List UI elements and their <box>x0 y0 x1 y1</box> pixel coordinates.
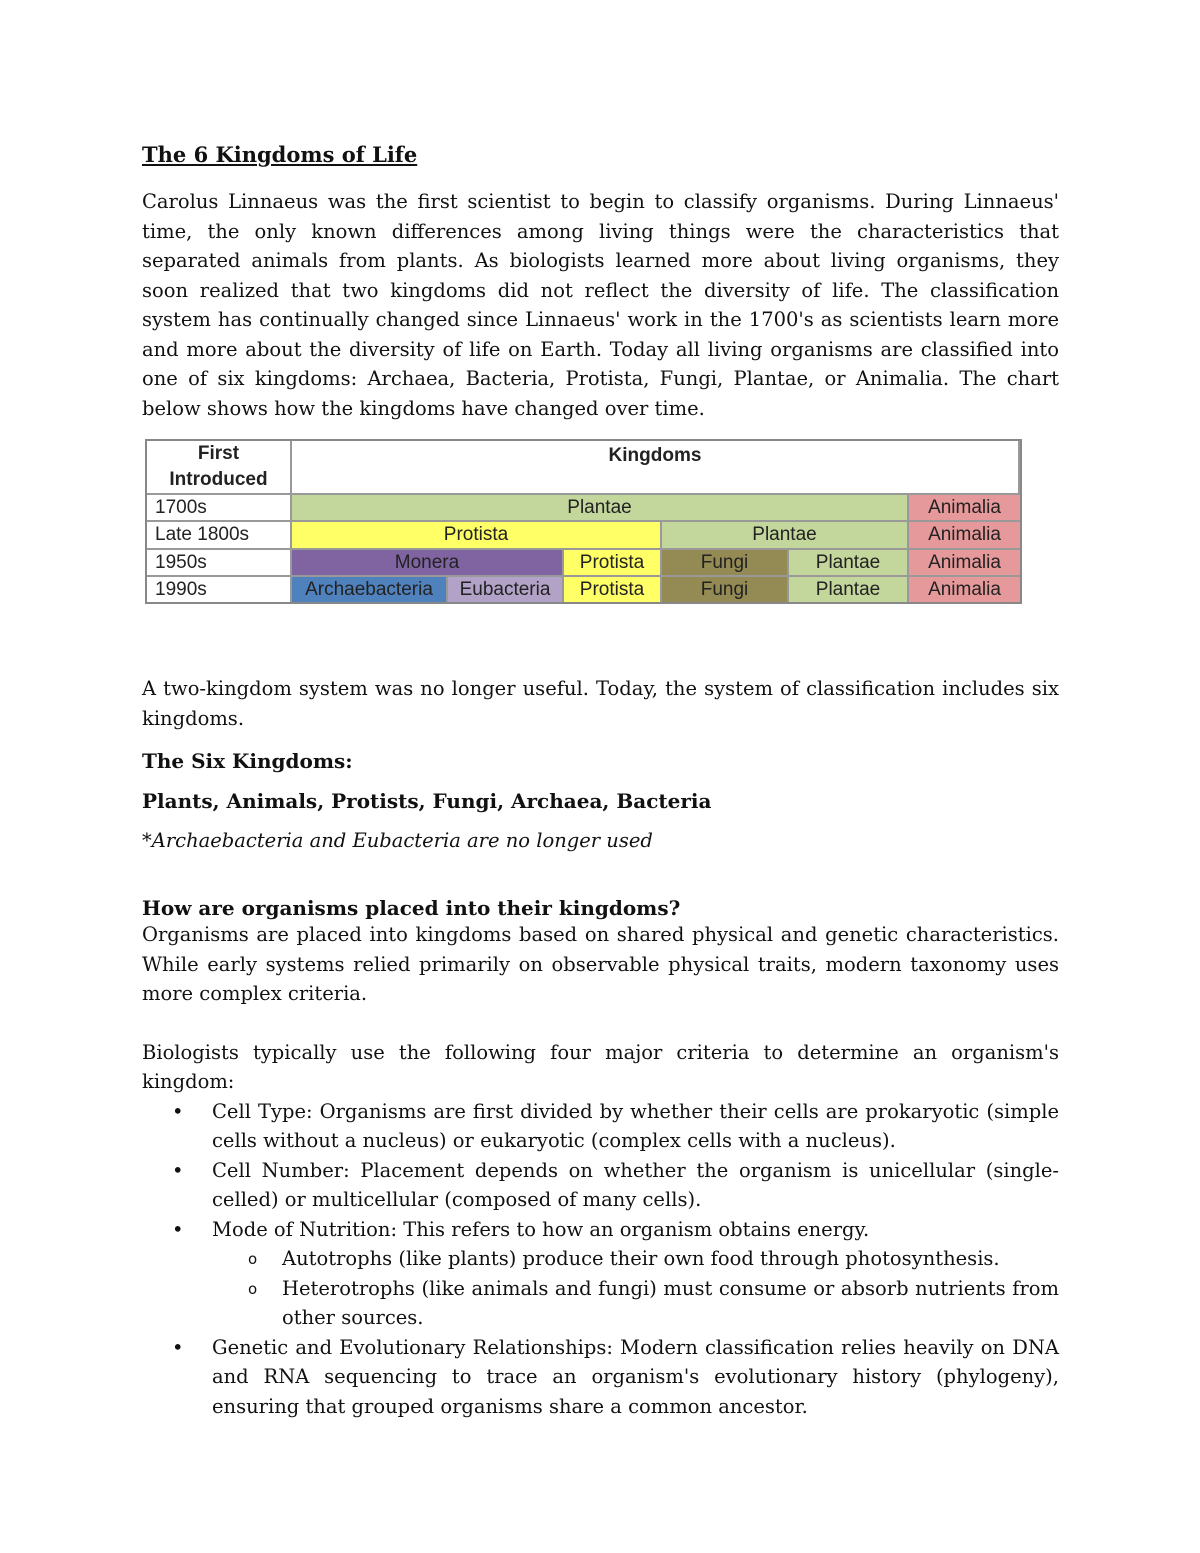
archaebacteria-note: *Archaebacteria and Eubacteria are no longer used <box>142 829 653 852</box>
row-1950s-animalia: Animalia <box>909 550 1020 577</box>
row-late1800s-protista: Protista <box>292 522 662 550</box>
header-first-line: First <box>197 443 240 464</box>
sub-list-item: o Autotrophs (like plants) produce their own food through photosynthesis. <box>212 1244 1059 1274</box>
bullet-glyph: • <box>172 1099 184 1123</box>
row-late1800s-plantae: Plantae <box>662 522 909 550</box>
sub-bullet-glyph: o <box>248 1279 258 1298</box>
header-kingdoms: Kingdoms <box>292 441 1020 495</box>
row-1950s-plantae: Plantae <box>789 550 909 577</box>
intro-paragraph: Carolus Linnaeus was the first scientist to begin to classify organisms. During Linnaeus' time, the only known differences among living things were the characteristics that separated animals from plants. As biologists learned more about living organisms, they soon realized that two kingdoms did not reflect the diversity of life. The classification system has continually changed since Linnaeus' work in the 1700's as scientists learn more and more about the diversity of life on Earth. Today all living organisms are classified into one of six kingdoms: Archaea, Bacteria, Protista, Fungi, Plantae, or Animalia. The chart below shows how the kingdoms have changed over time. <box>142 190 1059 420</box>
how-placed-paragraph: Organisms are placed into kingdoms based on shared physical and genetic characteristics. While early systems relied primarily on observable physical traits, modern taxonomy uses more complex criteria. <box>142 923 1059 1005</box>
row-1990s-eubacteria: Eubacteria <box>448 577 564 602</box>
row-1950s-monera: Monera <box>292 550 564 577</box>
bullet-glyph: • <box>172 1158 184 1182</box>
row-1990s-archaebacteria: Archaebacteria <box>292 577 448 602</box>
sub-bullet-glyph: o <box>248 1250 258 1268</box>
header-first-introduced <box>147 441 292 495</box>
row-1700s-plantae: Plantae <box>292 495 909 522</box>
row-1990s-animalia: Animalia <box>909 577 1020 602</box>
six-kingdoms-heading: The Six Kingdoms: <box>142 749 353 773</box>
how-placed-heading: How are organisms placed into their kingdoms? <box>142 896 681 920</box>
document-body-lower <box>142 674 1059 1421</box>
list-item: • Cell Type: Organisms are first divided by whether their cells are prokaryotic (simple cells without a nucleus) or eukaryotic (complex cells with a nucleus). <box>142 1097 1059 1156</box>
row-1950s-period: 1950s <box>147 550 292 577</box>
row-late1800s-animalia: Animalia <box>909 522 1020 550</box>
list-item: • Cell Number: Placement depends on whether the organism is unicellular (single-celled) or multicellular (composed of many cells). <box>142 1156 1059 1215</box>
bullet-glyph: • <box>172 1335 184 1359</box>
document-title: The 6 Kingdoms of Life <box>142 142 418 167</box>
row-1950s-fungi: Fungi <box>662 550 789 577</box>
document-body <box>142 142 1059 423</box>
header-introduced-line: Introduced <box>169 469 268 490</box>
row-1950s-protista: Protista <box>564 550 662 577</box>
six-kingdoms-list: Plants, Animals, Protists, Fungi, Archaea, Bacteria <box>142 789 712 813</box>
bullet-glyph: • <box>172 1217 184 1241</box>
row-1990s-period: 1990s <box>147 577 292 602</box>
row-late1800s-period: Late 1800s <box>147 522 292 550</box>
row-1700s-period: 1700s <box>147 495 292 522</box>
criteria-list <box>142 1097 1059 1422</box>
row-1990s-protista: Protista <box>564 577 662 602</box>
list-item: • Mode of Nutrition: This refers to how an organism obtains energy. o Autotrophs (like plants) produce their own food through photosynthesis. o Heterotrophs (like animals and fungi) must consume or absorb nutrients from other sources. <box>142 1215 1059 1333</box>
list-item: • Genetic and Evolutionary Relationships: Modern classification relies heavily on DNA and RNA sequencing to trace an organism's evolutionary history (phylogeny), ensuring that grouped organisms share a common ancestor. <box>142 1333 1059 1422</box>
after-table-paragraph: A two-kingdom system was no longer useful. Today, the system of classification includes six kingdoms. <box>142 677 1059 730</box>
criteria-intro: Biologists typically use the following four major criteria to determine an organism's kingdom: <box>142 1040 1059 1093</box>
kingdoms-table <box>145 439 1022 604</box>
nutrition-sublist <box>212 1244 1059 1333</box>
row-1700s-animalia: Animalia <box>909 495 1020 522</box>
row-1990s-plantae: Plantae <box>789 577 909 602</box>
sub-list-item: o Heterotrophs (like animals and fungi) must consume or absorb nutrients from other sources. <box>248 1276 1059 1329</box>
row-1990s-fungi: Fungi <box>662 577 789 602</box>
